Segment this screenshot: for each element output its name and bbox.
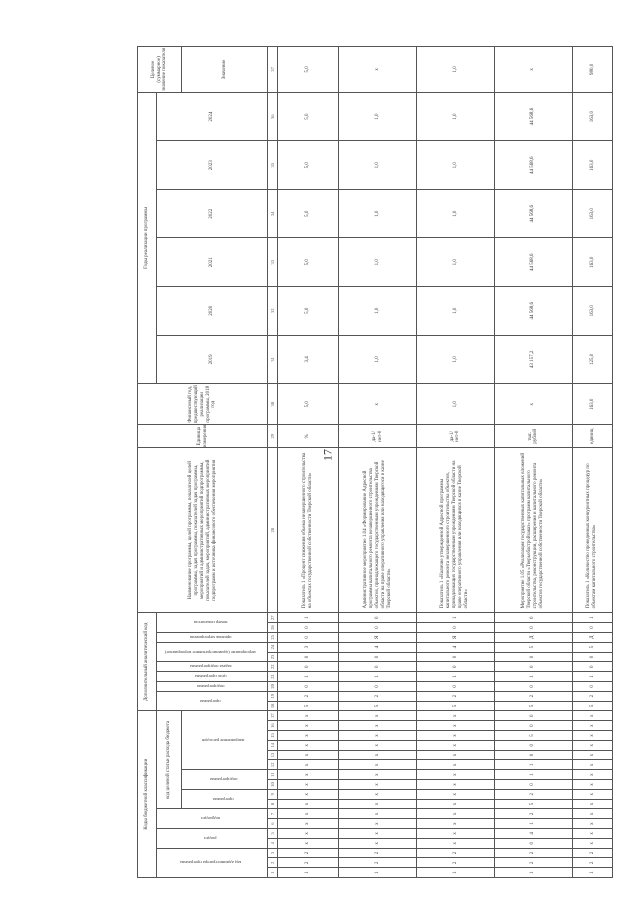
- code-cell: 0: [494, 623, 572, 633]
- code-cell: 1: [417, 613, 495, 623]
- code-cell: x: [277, 721, 338, 731]
- code-cell: x: [339, 838, 417, 848]
- code-cell: x: [572, 750, 612, 760]
- header-kcs-program: программа: [212, 796, 234, 802]
- code-cell: x: [339, 740, 417, 750]
- code-cell: 1: [572, 672, 612, 682]
- column-number: 28: [268, 448, 277, 613]
- code-cell: x: [277, 838, 338, 848]
- column-number: 5: [268, 829, 277, 839]
- code-cell: x: [417, 721, 495, 731]
- header-year-2023: 2023: [156, 141, 267, 190]
- code-cell: x: [339, 799, 417, 809]
- row-target-value: 5,0: [277, 47, 338, 93]
- code-cell: 1: [494, 760, 572, 770]
- header-ind-num: номер показателя: [193, 620, 228, 626]
- header-admin-code: код администратора программы: [180, 860, 242, 866]
- code-cell: 0: [277, 652, 338, 662]
- code-cell: 4: [339, 642, 417, 652]
- header-unit: Единица измерения: [138, 425, 268, 448]
- code-cell: x: [572, 711, 612, 721]
- code-cell: x: [277, 799, 338, 809]
- code-cell: 0: [339, 623, 417, 633]
- header-event: мероприятие (административное мероприятие): [165, 649, 257, 655]
- table-row: [277, 47, 338, 878]
- row-year-value: 163,0: [572, 238, 612, 287]
- column-number: 27: [268, 613, 277, 623]
- table-row: [339, 47, 417, 878]
- code-cell: Д: [572, 632, 612, 642]
- code-cell: 2: [494, 809, 572, 819]
- row-year-value: 1,0: [339, 189, 417, 238]
- code-cell: 5: [572, 701, 612, 711]
- code-cell: 0: [572, 662, 612, 672]
- code-cell: 0: [494, 838, 572, 848]
- code-cell: 0: [494, 750, 572, 760]
- code-cell: x: [417, 770, 495, 780]
- column-number: 36: [268, 92, 277, 141]
- code-cell: Д: [494, 632, 572, 642]
- code-cell: 5: [277, 701, 338, 711]
- code-cell: 2: [277, 691, 338, 701]
- row-year-value: 5,0: [277, 238, 338, 287]
- column-number-row: [268, 47, 277, 878]
- code-cell: x: [339, 731, 417, 741]
- code-cell: 2: [339, 848, 417, 858]
- row-unit: да-1/ нет-0: [417, 425, 495, 448]
- row-year-value: 1,0: [417, 287, 495, 336]
- column-number: 20: [268, 681, 277, 691]
- code-cell: x: [277, 711, 338, 721]
- header-additional-code: Дополнительный аналитический код: [138, 613, 157, 711]
- header-years: Годы реализации программы: [138, 92, 157, 383]
- code-cell: 2: [417, 858, 495, 868]
- column-number: 22: [268, 662, 277, 672]
- code-cell: x: [339, 829, 417, 839]
- column-number: 1: [268, 868, 277, 878]
- row-description: Мероприятие 1.05 «Реализация государственных капитальных вложений Тверской области «Тверьоблстройзаказ» программ капитального строительства, реконструкции, расширения и капитального ремонта объектов государственной собственности Тверской области»: [494, 448, 572, 613]
- code-cell: x: [572, 760, 612, 770]
- column-number: 16: [268, 721, 277, 731]
- column-number: 19: [268, 691, 277, 701]
- column-number: 8: [268, 799, 277, 809]
- code-cell: x: [417, 740, 495, 750]
- row-year-value: 5,0: [277, 141, 338, 190]
- row-year-value: 163,0: [572, 189, 612, 238]
- code-cell: 2: [494, 789, 572, 799]
- header-podprogramma: подпрограмма: [196, 683, 225, 689]
- column-number: 25: [268, 632, 277, 642]
- row-year-value: 1,0: [339, 92, 417, 141]
- header-naming: Наименование программы, целей программы, показателей целей программы, задач программы, показателей задач программы, мероприятий и административных мероприятий подпрограммы, показателей задач, мероприятий, административных мероприятий подпрограмм и источника финансового обеспечения мероприятия: [138, 448, 268, 613]
- code-cell: 5: [494, 731, 572, 741]
- row-year-value: 1,0: [417, 189, 495, 238]
- header-year-2024: 2024: [156, 92, 267, 141]
- code-cell: 2: [339, 858, 417, 868]
- code-cell: 1: [494, 770, 572, 780]
- code-cell: x: [277, 829, 338, 839]
- column-number: 34: [268, 189, 277, 238]
- code-cell: 0: [494, 711, 572, 721]
- code-cell: 5: [339, 701, 417, 711]
- code-cell: 0: [417, 623, 495, 633]
- row-year-value: 1,0: [339, 238, 417, 287]
- header-kcs: код целевой статьи расхода бюджета: [156, 711, 181, 809]
- column-number: 35: [268, 141, 277, 190]
- code-cell: 2: [572, 848, 612, 858]
- table-row: [417, 47, 495, 878]
- code-cell: 1: [339, 672, 417, 682]
- row-year-value: 163,0: [572, 141, 612, 190]
- code-cell: 1: [417, 672, 495, 682]
- code-cell: 0: [494, 721, 572, 731]
- header-kcs-direction: направление расходов: [202, 737, 245, 743]
- column-number: 31: [268, 335, 277, 384]
- row-description: Показатель 1 «Процент снижения объема незавершенного строительства на объектах государственной собственности Тверской области»: [277, 448, 338, 613]
- code-cell: 1: [494, 672, 572, 682]
- code-cell: x: [277, 731, 338, 741]
- row-year-value: 44 568,6: [494, 92, 572, 141]
- row-year-value: 1,0: [339, 141, 417, 190]
- code-cell: 2: [494, 691, 572, 701]
- code-cell: 0: [417, 681, 495, 691]
- code-cell: x: [417, 780, 495, 790]
- code-cell: 5: [494, 642, 572, 652]
- code-cell: x: [417, 711, 495, 721]
- code-cell: x: [339, 770, 417, 780]
- code-cell: 2: [494, 858, 572, 868]
- code-cell: x: [339, 819, 417, 829]
- column-number: 9: [268, 789, 277, 799]
- code-cell: x: [277, 819, 338, 829]
- code-cell: x: [572, 731, 612, 741]
- code-cell: x: [277, 780, 338, 790]
- row-description: Показатель 1 «Количество проведенных конкурентных процедур по объектам капитального строительства»: [572, 448, 612, 613]
- code-cell: 1: [417, 868, 495, 878]
- header-year-2021: 2021: [156, 238, 267, 287]
- column-number: 29: [268, 425, 277, 448]
- code-cell: 1: [572, 868, 612, 878]
- code-cell: x: [277, 750, 338, 760]
- column-number: 10: [268, 780, 277, 790]
- code-cell: x: [339, 750, 417, 760]
- code-cell: x: [339, 760, 417, 770]
- code-cell: x: [417, 819, 495, 829]
- code-cell: x: [417, 789, 495, 799]
- code-cell: 2: [494, 848, 572, 858]
- code-cell: x: [572, 721, 612, 731]
- code-cell: x: [417, 809, 495, 819]
- row-target-value: 980,0: [572, 47, 612, 93]
- column-number: 11: [268, 770, 277, 780]
- code-cell: x: [572, 809, 612, 819]
- row-year-value: 43 157,2: [494, 335, 572, 384]
- code-cell: 0: [494, 780, 572, 790]
- row-year-value: 44 568,6: [494, 287, 572, 336]
- code-cell: x: [572, 799, 612, 809]
- code-cell: x: [417, 838, 495, 848]
- code-cell: x: [417, 750, 495, 760]
- header-razdel: раздел: [204, 835, 217, 841]
- code-cell: x: [572, 819, 612, 829]
- code-cell: 5: [494, 799, 572, 809]
- code-cell: 0: [277, 632, 338, 642]
- code-cell: 0: [494, 662, 572, 672]
- row-year-value: 5,0: [277, 287, 338, 336]
- code-cell: x: [339, 809, 417, 819]
- code-cell: 0: [572, 623, 612, 633]
- row-year-value: 5,0: [277, 189, 338, 238]
- code-cell: x: [277, 809, 338, 819]
- code-cell: 0: [277, 662, 338, 672]
- column-number: 24: [268, 642, 277, 652]
- code-cell: 1: [277, 672, 338, 682]
- code-cell: 0: [339, 662, 417, 672]
- code-cell: 0: [417, 652, 495, 662]
- code-cell: 0: [277, 623, 338, 633]
- row-year-value: 44 568,6: [494, 238, 572, 287]
- column-number: 12: [268, 760, 277, 770]
- column-number: 23: [268, 652, 277, 662]
- program-table: [137, 46, 613, 878]
- code-cell: 4: [417, 642, 495, 652]
- row-year-value: 3,4: [277, 335, 338, 384]
- row-year-value: 1,0: [339, 287, 417, 336]
- code-cell: 5: [494, 701, 572, 711]
- code-cell: x: [277, 740, 338, 750]
- code-cell: 0: [277, 681, 338, 691]
- page-number: 17: [320, 449, 335, 461]
- table-row: [494, 47, 572, 878]
- code-cell: x: [417, 829, 495, 839]
- code-cell: 4: [494, 829, 572, 839]
- code-cell: 2: [339, 691, 417, 701]
- code-cell: 2: [572, 858, 612, 868]
- row-target-value: x: [494, 47, 572, 93]
- row-year-value: 125,0: [572, 335, 612, 384]
- code-cell: 2: [572, 691, 612, 701]
- row-year-value: 1,0: [417, 141, 495, 190]
- row-year-value: 44 568,6: [494, 141, 572, 190]
- row-year-value: 1,0: [417, 238, 495, 287]
- code-cell: 5: [572, 642, 612, 652]
- code-cell: 1: [494, 868, 572, 878]
- code-cell: 2: [417, 691, 495, 701]
- code-cell: 0: [494, 613, 572, 623]
- row-description: Административное мероприятие 1.04 «Формирование Адресной программы капитального ремонта незавершенного строительства объектов, принадлежащего государственным учреждениям Тверской области на праве оперативного управления или находящегося в казне Тверской области»: [339, 448, 417, 613]
- code-cell: 0: [572, 652, 612, 662]
- row-target-value: x: [339, 47, 417, 93]
- header-budget-codes: Коды бюджетной классификации: [138, 711, 157, 878]
- code-cell: 1: [494, 819, 572, 829]
- row-year-value: 44 568,6: [494, 189, 572, 238]
- code-cell: 0: [417, 662, 495, 672]
- header-target-sub: Значение: [181, 47, 267, 93]
- column-number: 33: [268, 238, 277, 287]
- code-cell: 0: [339, 681, 417, 691]
- row-unit: тыс. рублей: [494, 425, 572, 448]
- code-cell: 1: [277, 868, 338, 878]
- row-fin-year-value: x: [339, 384, 417, 425]
- row-unit: %: [277, 425, 338, 448]
- column-number: 17: [268, 711, 277, 721]
- row-fin-year-value: 5,0: [277, 384, 338, 425]
- column-number: 21: [268, 672, 277, 682]
- column-number: 4: [268, 838, 277, 848]
- header-fin-year: Финансовый год, предшествующий реализации программы, 2018 год: [138, 384, 268, 425]
- row-year-value: 163,0: [572, 287, 612, 336]
- column-number: 3: [268, 848, 277, 858]
- header-podrazdel: подраздел: [201, 816, 221, 822]
- column-number: 15: [268, 731, 277, 741]
- code-cell: 3: [277, 642, 338, 652]
- row-fin-year-value: x: [494, 384, 572, 425]
- header-year-2019: 2019: [156, 335, 267, 384]
- header-program: программа: [200, 698, 222, 704]
- row-fin-year-value: 163,0: [572, 384, 612, 425]
- row-year-value: 1,0: [417, 335, 495, 384]
- column-number: 37: [268, 47, 277, 93]
- row-fin-year-value: 1,0: [417, 384, 495, 425]
- code-cell: x: [339, 721, 417, 731]
- column-number: 26: [268, 623, 277, 633]
- code-cell: 5: [417, 701, 495, 711]
- code-cell: x: [417, 760, 495, 770]
- column-number: 6: [268, 819, 277, 829]
- row-year-value: 163,0: [572, 92, 612, 141]
- row-description: Показатель 1 «Наличие утвержденной Адресной программы капитального ремонта незавершенного строительства объектов, принадлежащих государственным учреждениям Тверской области на праве оперативного управления или находящихся в казне Тверской области»: [417, 448, 495, 613]
- column-number: 2: [268, 858, 277, 868]
- column-number: 13: [268, 750, 277, 760]
- code-cell: x: [572, 780, 612, 790]
- header-target: Целевое (суммарное) значение показателя: [138, 47, 182, 93]
- code-cell: x: [572, 789, 612, 799]
- header-event-type: признак мероприятия: [189, 634, 232, 640]
- code-cell: 1: [572, 613, 612, 623]
- code-cell: x: [572, 838, 612, 848]
- header-year-2022: 2022: [156, 189, 267, 238]
- code-cell: x: [417, 731, 495, 741]
- column-number: 7: [268, 809, 277, 819]
- code-cell: Я: [339, 632, 417, 642]
- code-cell: x: [277, 789, 338, 799]
- row-target-value: 1,0: [417, 47, 495, 93]
- code-cell: 0: [339, 613, 417, 623]
- header-task: задача подпрограммы: [189, 664, 232, 670]
- row-unit: единиц: [572, 425, 612, 448]
- table-row: [572, 47, 612, 878]
- code-cell: x: [572, 740, 612, 750]
- row-unit: да-1/ нет-0: [339, 425, 417, 448]
- code-cell: x: [277, 760, 338, 770]
- code-cell: x: [339, 711, 417, 721]
- code-cell: 2: [417, 848, 495, 858]
- code-cell: 0: [494, 652, 572, 662]
- column-number: 18: [268, 701, 277, 711]
- column-number: 30: [268, 384, 277, 425]
- rotated-table-container: [137, 46, 613, 878]
- code-cell: 0: [494, 681, 572, 691]
- code-cell: 1: [339, 868, 417, 878]
- column-number: 32: [268, 287, 277, 336]
- code-cell: Я: [417, 632, 495, 642]
- code-cell: 0: [339, 652, 417, 662]
- code-cell: 2: [277, 858, 338, 868]
- header-year-2020: 2020: [156, 287, 267, 336]
- code-cell: x: [277, 770, 338, 780]
- column-number: 14: [268, 740, 277, 750]
- code-cell: 0: [572, 681, 612, 691]
- code-cell: x: [572, 829, 612, 839]
- header-kcs-podprogram: подпрограмма: [209, 777, 237, 783]
- row-year-value: 5,0: [277, 92, 338, 141]
- row-year-value: 1,0: [417, 92, 495, 141]
- code-cell: 2: [277, 848, 338, 858]
- code-cell: x: [339, 789, 417, 799]
- code-cell: 0: [494, 740, 572, 750]
- code-cell: x: [417, 799, 495, 809]
- header-goal: цель программы: [194, 674, 227, 680]
- code-cell: x: [572, 770, 612, 780]
- code-cell: 1: [277, 613, 338, 623]
- row-year-value: 1,0: [339, 335, 417, 384]
- code-cell: x: [339, 780, 417, 790]
